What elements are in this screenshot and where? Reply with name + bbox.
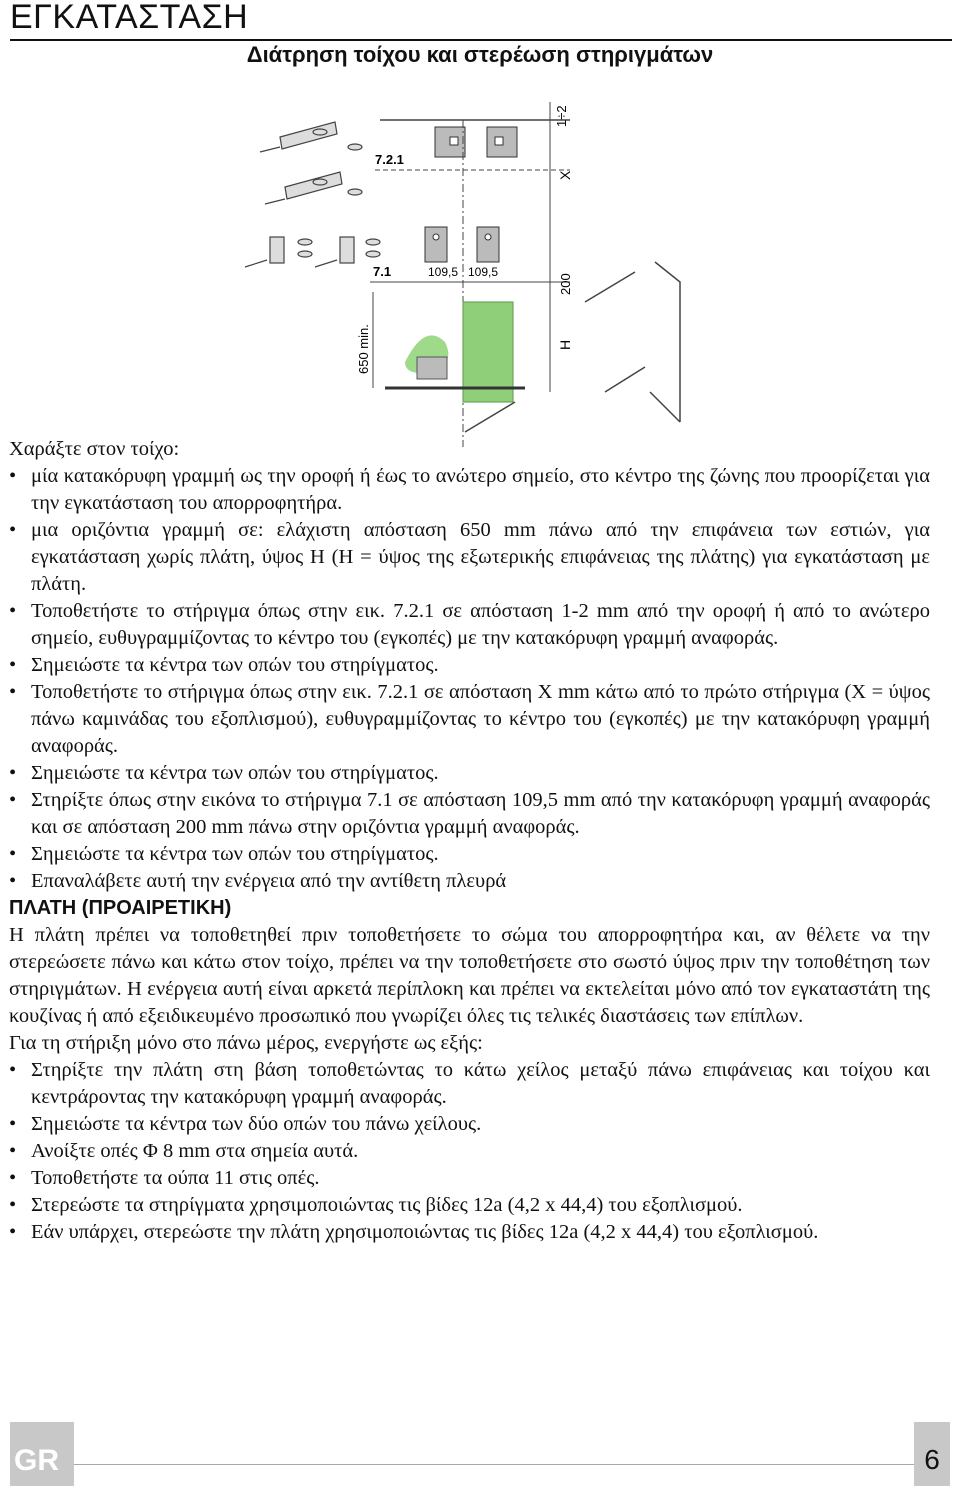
dim-650: 650 min. [356,324,371,374]
step-item: • Σημειώστε τα κέντρα των οπών του στηρίγματος. [9,652,930,679]
section-title: ΠΛΑΤΗ (ΠΡΟΑΙΡΕΤΙΚΗ) [9,897,232,919]
dim-1095-left: 109,5 [428,265,459,279]
page-number: 6 [914,1422,950,1486]
dim-1-2: 1÷2 [554,105,569,127]
language-badge: GR [10,1422,74,1486]
dim-200: 200 [558,273,573,295]
lower-bracket-71 [425,227,499,262]
upper-bracket-721 [435,127,517,157]
label-71: 7.1 [373,264,392,279]
backplate-steps-list [9,1057,930,1246]
backplate-paragraph: Η πλάτη πρέπει να τοποθετηθεί πριν τοποθετήσετε το σώμα του απορροφητήρα και, αν θέλετε να την στερεώσετε πάνω και κάτω στον τοίχο, πρέπει να την τοποθετήσετε στο σωστό ύψος πριν την τοποθέτηση των στηριγμάτων. Η ενέργεια αυτή είναι αρκετά περίπλοκη και πρέπει να εκτελείται μόνο από τον εγκαταστάτη της κουζίνας ή από εξειδικευμένο προσωπικό που γνωρίζει όλες τις τελικές διαστάσεις των επίπλων. [9,924,930,1027]
step-item: • Τοποθετήστε το στήριγμα όπως στην εικ. 7.2.1 σε απόσταση 1-2 mm από την οροφή ή από το ανώτερο σημείο, ευθυγραμμίζοντας το κέντρο του (εγκοπές) με την κατακόρυφη γραμμή αναφοράς. [9,598,930,652]
step-item: • Τοποθετήστε το στήριγμα όπως στην εικ. 7.2.1 σε απόσταση X mm κάτω από το πρώτο στήριγμα (X = ύψος πάνω καμινάδας του εξοπλισμού), ευθυγραμμίζοντας το κέντρο του (εγκοπές) με την κατακόρυφη γραμμή αναφοράς. [9,679,930,760]
bracket-sketch-upper [260,122,362,204]
dim-h: H [557,339,573,350]
page-title: ΕΓΚΑΤΑΣΤΑΣΗ [10,0,249,36]
intro-text: Χαράξτε στον τοίχο: [9,438,180,460]
step-item: • Σημειώστε τα κέντρα των οπών του στηρίγματος. [9,841,930,868]
step-item: • μια οριζόντια γραμμή σε: ελάχιστη απόσταση 650 mm πάνω από την επιφάνεια των εστιών, για εγκατάσταση χωρίς πλάτη, ύψος H (H = ύψος της εξωτερικής επιφάνειας της πλάτης) για εγκατάσταση με πλάτη. [9,517,930,598]
step-item: • Σημειώστε τα κέντρα των οπών του στηρίγματος. [9,760,930,787]
bracket-sketch-lower [245,237,380,267]
installation-diagram [225,92,745,452]
title-divider [10,39,952,41]
dim-1095-right: 109,5 [468,265,499,279]
top-mount-intro: Για τη στήριξη μόνο στο πάνω μέρος, ενεργήστε ως εξής: [9,1032,483,1054]
step-item: • μία κατακόρυφη γραμμή ως την οροφή ή έως το ανώτερο σημείο, στο κέντρο της ζώνης που προορίζεται για την εγκατάσταση του απορροφητήρα. [9,463,930,517]
step-item: • Τοποθετήστε τα ούπα 11 στις οπές. [9,1165,930,1192]
step-item: • Στηρίξτε την πλάτη στη βάση τοποθετώντας το κάτω χείλος μεταξύ πάνω επιφάνειας και τοίχου και κεντράροντας την κατακόρυφη γραμμή αναφοράς. [9,1057,930,1111]
label-721: 7.2.1 [375,152,404,167]
step-item: • Στηρίξτε όπως στην εικόνα το στήριγμα 7.1 σε απόσταση 109,5 mm από την κατακόρυφη γραμμή αναφοράς και σε απόσταση 200 mm πάνω στην οριζόντια γραμμή αναφοράς. [9,787,930,841]
step-item: • Εάν υπάρχει, στερεώστε την πλάτη χρησιμοποιώντας τις βίδες 12a (4,2 x 44,4) του εξοπλισμού. [9,1219,930,1246]
footer-divider [74,1464,914,1465]
step-item: • Στερεώστε τα στηρίγματα χρησιμοποιώντας τις βίδες 12a (4,2 x 44,4) του εξοπλισμού. [9,1192,930,1219]
step-item: • Ανοίξτε οπές Φ 8 mm στα σημεία αυτά. [9,1138,930,1165]
step-item: • Επαναλάβετε αυτή την ενέργεια από την αντίθετη πλευρά [9,868,930,895]
instructions-body [9,436,930,1246]
page-subtitle: Διάτρηση τοίχου και στερέωση στηριγμάτων [246,42,714,67]
marking-steps-list [9,463,930,895]
step-item: • Σημειώστε τα κέντρα των δύο οπών του πάνω χείλους. [9,1111,930,1138]
dim-x: X [557,170,573,180]
